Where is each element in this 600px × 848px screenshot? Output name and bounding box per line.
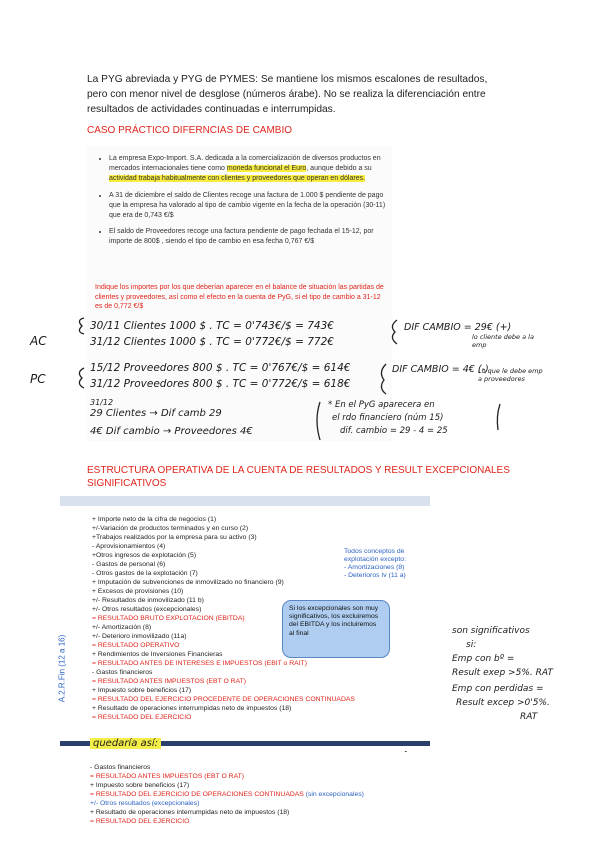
final-line: +/- Otros resultados (excepcionales)	[90, 800, 200, 807]
hand-side-5: Emp con perdidas =	[452, 684, 544, 694]
hand-ac-line-1: 30/11 Clientes 1000 $ . TC = 0'743€/$ = 743€	[90, 320, 334, 332]
hand-pc-line-2: 31/12 Proveedores 800 $ . TC = 0'772€/$ = 618€	[90, 378, 351, 390]
estructura-line: + Imputación de subvenciones de inmovilizado no financiero (9)	[92, 579, 284, 586]
hand-result-3: dif. cambio = 29 - 4 = 25	[340, 426, 448, 436]
final-line: + Resultado de operaciones interrumpidas neto de impuestos (18)	[90, 809, 290, 816]
speech-bubble: Si los excepcionales son muy significativos, los excluiremos del EBITDA y los incluiremos al final	[282, 600, 390, 658]
final-line: = RESULTADO DEL EJERCICIO	[90, 818, 190, 825]
case-bullet-2: • A 31 de diciembre el saldo de Clientes recoge una factura de 1.000 $ pendiente de pago que la empresa ha valorado al tipo de cambio vigente en la fecha de la operación (30-11) que era de 0,743 €/$	[109, 191, 392, 222]
slide-header-bar	[60, 496, 430, 506]
section-title-estructura: ESTRUCTURA OPERATIVA DE LA CUENTA DE RESULTADOS Y RESULT EXCEPCIONALES SIGNIFICATIVOS	[87, 465, 510, 489]
hand-ac-label: AC	[30, 334, 47, 348]
case-bullet-3: • El saldo de Proveedores recoge una factura pendiente de pago fechada el 15-12, por importe de 800$ , siendo el tipo de cambio en esa fecha 0,767 €/$	[109, 227, 392, 247]
intro-line: La PYG abreviada y PYG de PYMES: Se mantiene los mismos escalones de resultados,	[87, 74, 488, 85]
hand-pc-dif: DIF CAMBIO = 4€ (-)	[392, 364, 489, 375]
estructura-line: +Trabajos realizados por la empresa para su activo (3)	[92, 534, 257, 541]
right-note-line: - Amortizaciones (8)	[344, 564, 405, 571]
intro-line: pero con menor nivel de desglose (números árabe). No se realiza la diferenciación entre	[87, 89, 486, 100]
hand-ac-line-2: 31/12 Clientes 1000 $ . TC = 0'772€/$ = 772€	[90, 336, 334, 348]
estructura-line: = RESULTADO OPERATIVO	[92, 642, 180, 649]
hand-side-1: son significativos	[452, 626, 530, 636]
case-bullet-1: • La empresa Expo-Import. S.A. dedicada a la comercialización de diversos productos en mercados internacionales tiene como moneda funcional el Euro, aunque debido a su actividad trabaja habitualmente con clientes y proveedores que operan en dólares.	[109, 154, 392, 185]
hand-pc-note: Lo que le debe emp a proveedores	[478, 367, 543, 383]
estructura-line: +/-Variación de productos terminados y en curso (2)	[92, 525, 249, 532]
estructura-line: +/- Otros resultados (excepcionales)	[92, 606, 202, 613]
right-note-line: Todos conceptos de	[344, 548, 405, 555]
hand-side-4: Result exep >5%. RAT	[452, 668, 553, 678]
estructura-line: = RESULTADO DEL EJERCICIO	[92, 714, 192, 721]
final-line: + Impuesto sobre beneficios (17)	[90, 782, 190, 789]
final-structure	[60, 752, 430, 840]
hand-side-7: RAT	[520, 712, 538, 722]
right-note-line: explotación excepto:	[344, 556, 406, 563]
estructura-line: + Impuesto sobre beneficios (17)	[92, 687, 192, 694]
estructura-line: = RESULTADO ANTES DE INTERESES E IMPUESTOS (EBIT o RAIT)	[92, 660, 307, 667]
estructura-line: = RESULTADO ANTES IMPUESTOS (EBT O RAT)	[92, 678, 247, 685]
hand-entry-1: 29 Clientes → Dif camb 29	[90, 408, 222, 419]
hand-entry-2: 4€ Dif cambio → Proveedores 4€	[90, 426, 253, 437]
hand-result-2: el rdo financiero (núm 15)	[332, 413, 444, 423]
estructura-line: +/- Resultados de inmovilizado (11 b)	[92, 597, 204, 604]
hand-side-3: Emp con bº =	[452, 654, 515, 664]
estructura-line: + Excesos de provisiones (10)	[92, 588, 184, 595]
estructura-slide	[57, 496, 430, 751]
hand-side-2: si:	[466, 640, 477, 650]
estructura-line: + Importe neto de la cifra de negocios (1)	[92, 516, 217, 523]
section-title-case: CASO PRÁCTICO DIFERNCIAS DE CAMBIO	[87, 125, 293, 136]
hand-pc-line-1: 15/12 Proveedores 800 $ . TC = 0'767€/$ = 614€	[90, 362, 351, 374]
estructura-line: +/- Amortización (8)	[92, 624, 152, 631]
case-question: Indique los importes por los que deberían aparecer en el balance de situación las partidas de clientes y proveedores, así como el efecto en la cuenta de PyG, si el tipo de cambio a 31-12 es de 0,772 €/$	[95, 284, 384, 311]
estructura-line: - Aprovisionamientos (4)	[92, 543, 166, 550]
hand-ac-note: lo cliente debe a la emp	[472, 333, 534, 349]
hand-side-6: Result excep >0'5%.	[456, 698, 550, 708]
right-note-line: - Deterioros Iv (11 a)	[344, 572, 406, 579]
estructura-line: - Gastos de personal (6)	[92, 561, 166, 568]
intro-line: resultados de actividades continuadas e interrumpidas.	[87, 104, 336, 115]
final-line: = RESULTADO DEL EJERCICIO DE OPERACIONES CONTINUADAS (sin excepcionales)	[90, 791, 364, 798]
hand-ac-dif: DIF CAMBIO = 29€ (+)	[404, 322, 512, 333]
estructura-line: - Otros gastos de la explotación (7)	[92, 570, 198, 577]
vertical-label: A.2.R.Fin (12 a 16)	[57, 634, 67, 703]
estructura-line: + Resultado de operaciones interrumpidas neto de impuestos (18)	[92, 705, 292, 712]
estructura-line: - Gastos financieros	[92, 669, 153, 676]
hand-date: 31/12	[90, 398, 114, 407]
estructura-line: = RESULTADO BRUTO EXPLOTACION (EBITDA)	[92, 615, 245, 622]
final-line: - Gastos financieros	[90, 764, 151, 771]
hand-quedaria: quedaría así:	[90, 738, 161, 749]
estructura-line: + Rendimientos de Inversiones Financieras	[92, 651, 223, 658]
final-line: = RESULTADO ANTES IMPUESTOS (EBT O RAT)	[90, 773, 245, 780]
estructura-line: = RESULTADO DEL EJERCICIO PROCEDENTE DE OPERACIONES CONTINUADAS	[92, 696, 355, 703]
estructura-line: +Otros ingresos de explotación (5)	[92, 552, 197, 559]
estructura-line: +/- Deterioro inmovilizado (11a)	[92, 633, 187, 640]
hand-result-1: * En el PyG aparecera en	[328, 400, 435, 410]
hand-pc-label: PC	[30, 372, 46, 386]
